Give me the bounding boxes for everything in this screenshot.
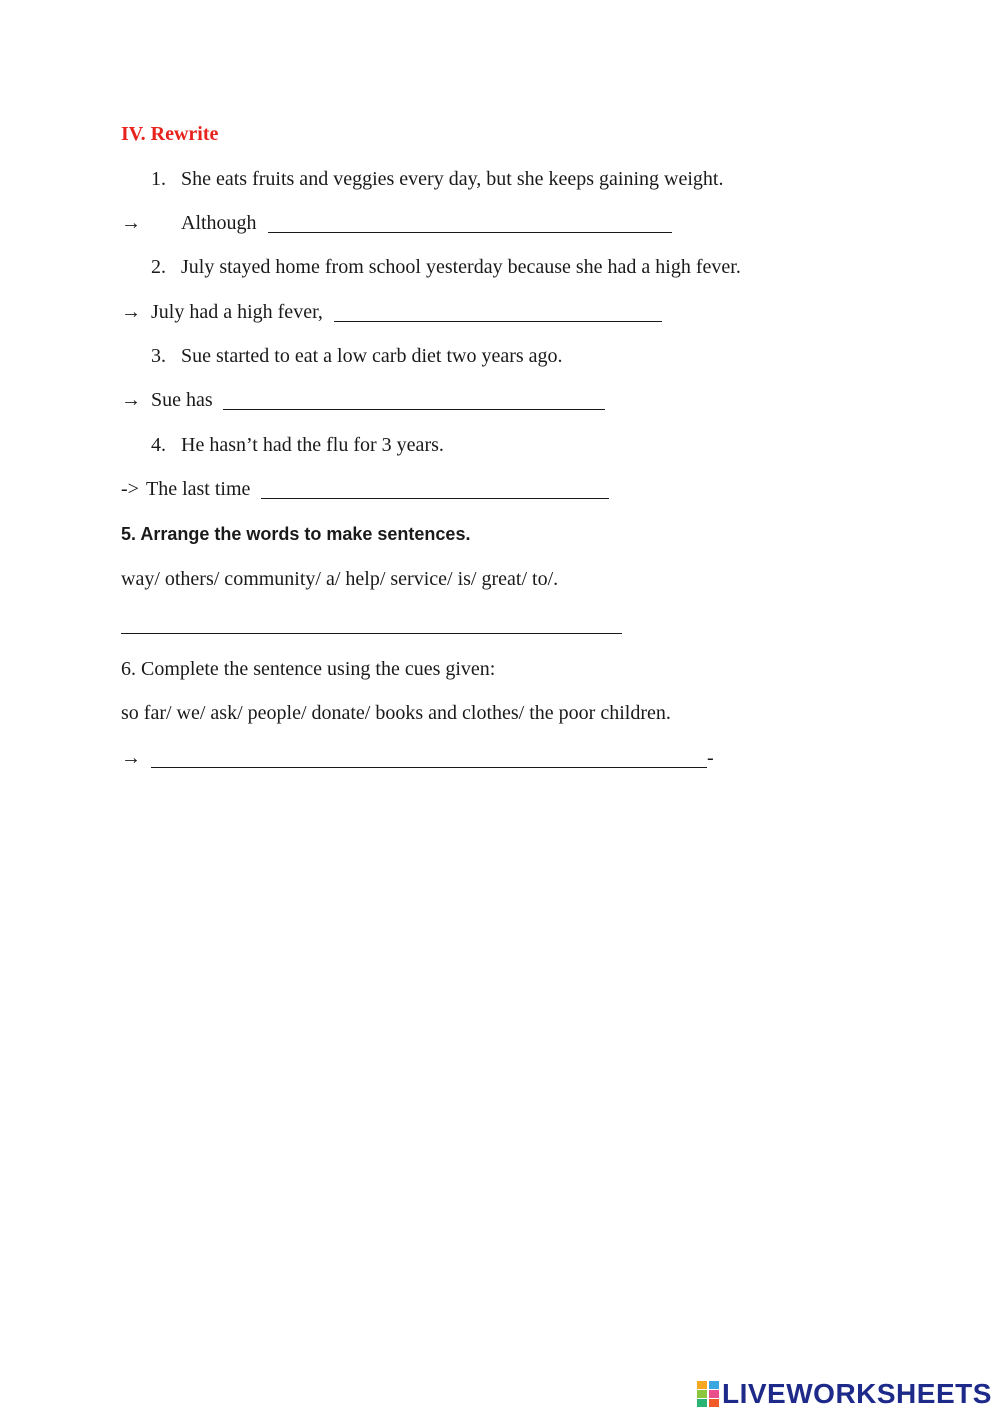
answer-input-6[interactable] (151, 749, 707, 768)
section-title-complete: 6. Complete the sentence using the cues given: (121, 658, 496, 680)
arrow-icon: -> (121, 478, 139, 500)
section-title-arrange: 5. Arrange the words to make sentences. (121, 524, 471, 544)
liveworksheets-logo-icon (697, 1381, 719, 1407)
answer-prompt: Although (181, 212, 257, 234)
answer-row-2 (121, 300, 662, 324)
end-mark: - (707, 747, 714, 769)
section-title-rewrite: IV. Rewrite (121, 123, 219, 145)
question-sentence: Sue started to eat a low carb diet two years ago. (181, 345, 563, 367)
liveworksheets-logo (697, 1378, 992, 1410)
arrange-words: way/ others/ community/ a/ help/ service/ is/ great/ to/. (121, 568, 559, 590)
question-sentence: She eats fruits and veggies every day, but she keeps gaining weight. (181, 168, 724, 190)
answer-prompt: July had a high fever, (151, 301, 323, 323)
answer-prompt: The last time (146, 478, 251, 500)
question-sentence: He hasn’t had the flu for 3 years. (181, 434, 444, 456)
answer-row-5 (121, 612, 622, 636)
answer-input-1[interactable] (268, 214, 672, 233)
answer-row-6 (121, 746, 714, 770)
answer-input-3[interactable] (223, 391, 605, 410)
question-number: 3. (151, 345, 166, 367)
answer-input-4[interactable] (261, 480, 609, 499)
arrow-icon: → (121, 389, 141, 411)
answer-row-4 (121, 477, 609, 501)
answer-row-3 (121, 388, 605, 412)
answer-input-5[interactable] (121, 615, 622, 634)
question-3 (151, 344, 563, 368)
answer-input-2[interactable] (334, 303, 662, 322)
sentence-cues: so far/ we/ ask/ people/ donate/ books and clothes/ the poor children. (121, 702, 671, 724)
logo-text: LIVEWORKSHEETS (722, 1378, 992, 1409)
question-number: 4. (151, 434, 166, 456)
question-1 (151, 167, 723, 191)
question-sentence: July stayed home from school yesterday because she had a high fever. (181, 256, 741, 278)
arrow-icon: → (121, 212, 141, 234)
arrow-icon: → (121, 747, 141, 769)
question-number: 2. (151, 256, 166, 278)
question-number: 1. (151, 168, 166, 190)
question-4 (151, 433, 444, 457)
answer-row-1 (121, 211, 672, 235)
arrow-icon: → (121, 301, 141, 323)
question-2 (151, 255, 741, 279)
answer-prompt: Sue has (151, 389, 213, 411)
